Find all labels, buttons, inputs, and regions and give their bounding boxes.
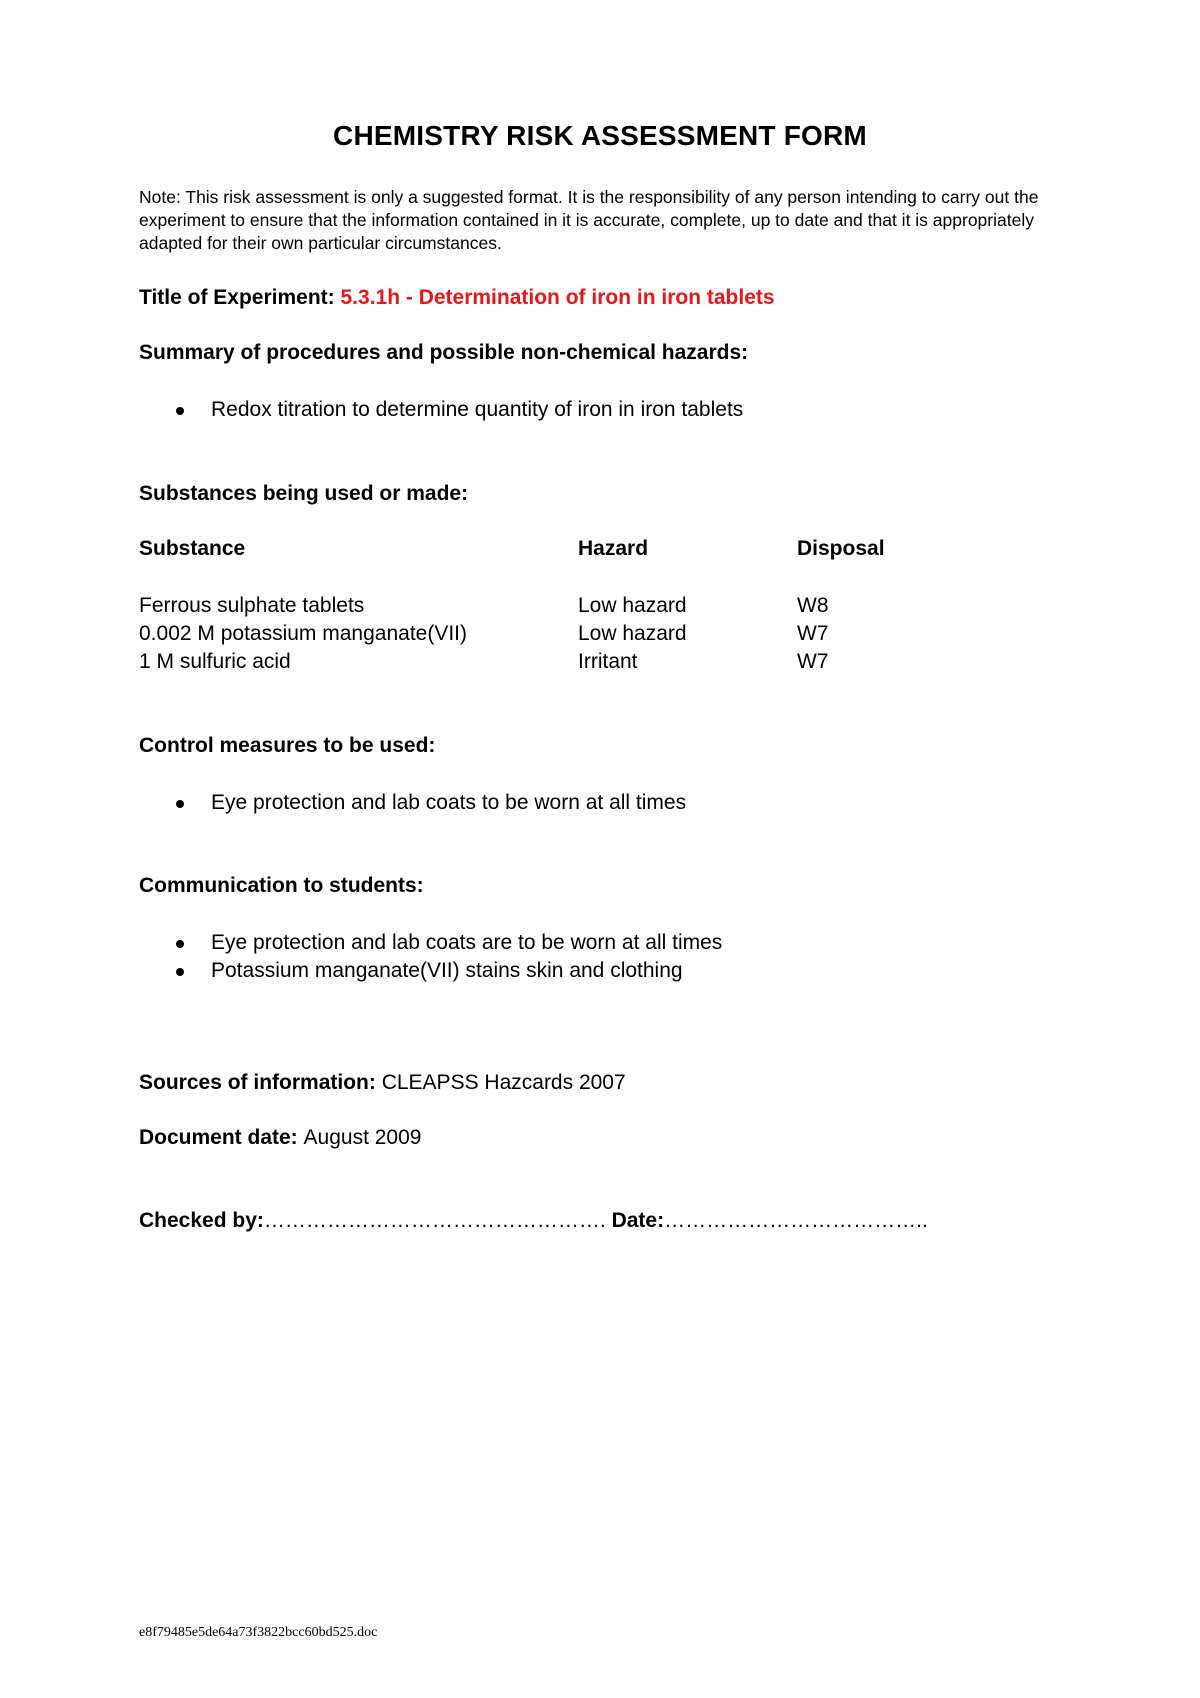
list-item-text: Redox titration to determine quantity of iron in iron tablets [211,398,744,421]
disposal-cell: W8 [797,594,829,617]
substance-cell: Ferrous sulphate tablets [139,594,365,617]
column-header-substance: Substance [139,537,246,560]
list-item [139,396,743,424]
experiment-title-label: Title of Experiment: [139,286,335,309]
sources-line [139,1071,626,1095]
list-item [139,789,686,817]
experiment-title-value: 5.3.1h - Determination of iron in iron tablets [340,286,775,309]
communication-heading: Communication to students: [139,874,424,897]
document-date-value: August 2009 [303,1126,422,1149]
experiment-title-line [139,286,775,310]
substance-cell: 0.002 M potassium manganate(VII) [139,622,468,645]
substances-heading: Substances being used or made: [139,482,469,505]
sources-label: Sources of information: [139,1071,376,1094]
list-item-text: Eye protection and lab coats are to be worn at all times [211,931,723,954]
document-date-label: Document date: [139,1126,298,1149]
bullet-icon [176,407,184,415]
list-item-text: Eye protection and lab coats to be worn at all times [211,791,687,814]
sources-value: CLEAPSS Hazcards 2007 [381,1071,626,1094]
checked-by-field: …………………………………………. [263,1209,606,1232]
date-label: Date: [611,1209,665,1232]
table-row [139,594,1039,622]
summary-list [139,396,743,424]
column-header-disposal: Disposal [797,537,885,560]
disposal-cell: W7 [797,622,829,645]
disclaimer-note: Note: This risk assessment is only a suggested format. It is the responsibility of any person intending to carry out the experiment to ensure that the information contained in it is accurate, complete, up to date and that it is appropriately adapted for their own particular circumstances. [139,187,1039,253]
page-title: CHEMISTRY RISK ASSESSMENT FORM [333,120,867,151]
date-field: ……………………………….. [664,1209,928,1232]
control-measures-list [139,789,686,817]
list-item [139,929,722,957]
substance-cell: 1 M sulfuric acid [139,650,291,673]
table-row [139,622,1039,650]
communication-list [139,929,722,985]
hazard-cell: Low hazard [578,622,687,645]
sign-off-line [139,1209,928,1233]
bullet-icon [176,800,184,808]
bullet-icon [176,968,184,976]
substances-table-header [139,537,1039,565]
control-measures-heading: Control measures to be used: [139,734,436,757]
document-date-line [139,1126,421,1150]
list-item [139,957,722,985]
document-filename: e8f79485e5de64a73f3822bcc60bd525.doc [139,1625,378,1640]
substances-table-body [139,594,1039,678]
table-row [139,650,1039,678]
hazard-cell: Low hazard [578,594,687,617]
checked-by-label: Checked by: [139,1209,264,1232]
summary-heading: Summary of procedures and possible non-chemical hazards: [139,341,749,364]
list-item-text: Potassium manganate(VII) stains skin and clothing [211,959,683,982]
hazard-cell: Irritant [578,650,638,673]
column-header-hazard: Hazard [578,537,649,560]
disposal-cell: W7 [797,650,829,673]
bullet-icon [176,940,184,948]
